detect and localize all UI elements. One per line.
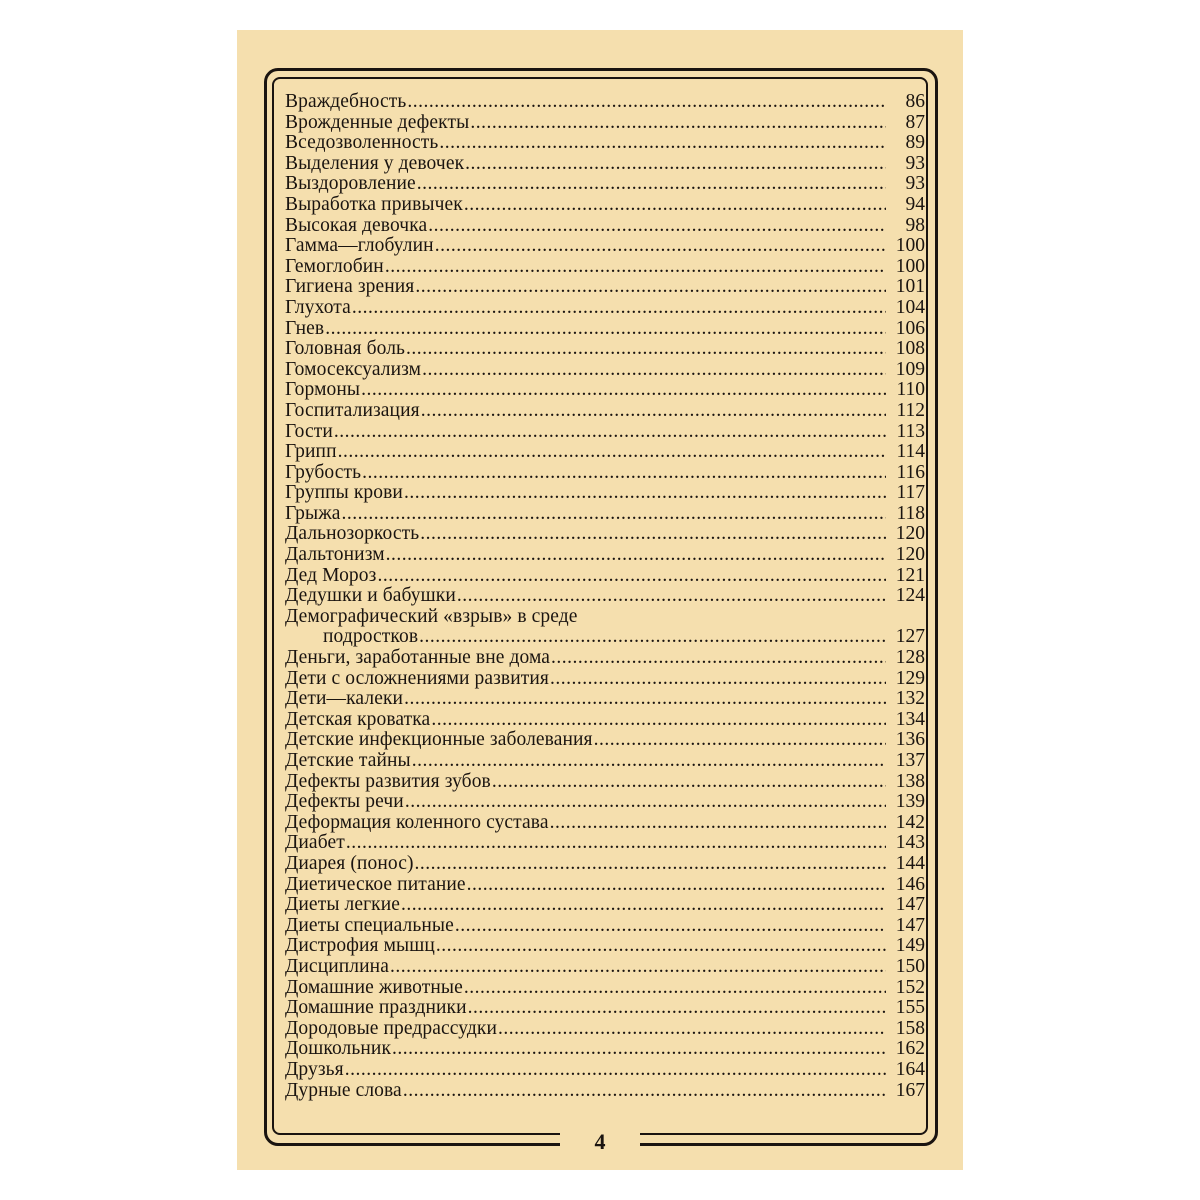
toc-entry-page: 100 <box>895 255 925 277</box>
toc-leader-dots <box>405 792 886 813</box>
toc-leader-dots <box>457 586 886 607</box>
toc-entry[interactable] <box>285 442 925 463</box>
toc-entry-title: Детские тайны <box>285 750 411 771</box>
toc-entry-page: 110 <box>896 379 925 401</box>
toc-entry[interactable] <box>285 792 925 813</box>
toc-entry-title: Диабет <box>285 832 345 854</box>
toc-entry-title: Дистрофия мышц <box>285 935 435 957</box>
toc-leader-dots <box>338 442 886 463</box>
toc-entry-page: 147 <box>895 894 925 916</box>
toc-entry-continuation[interactable] <box>285 627 925 648</box>
toc-entry-title: Дедушки и бабушки <box>285 585 456 607</box>
toc-entry[interactable] <box>285 895 925 916</box>
toc-entry[interactable] <box>285 751 925 772</box>
toc-entry[interactable] <box>285 401 925 422</box>
toc-entry[interactable] <box>285 772 925 793</box>
table-of-contents <box>285 92 925 1101</box>
toc-entry[interactable] <box>285 916 925 937</box>
toc-leader-dots <box>401 895 886 916</box>
toc-entry[interactable] <box>285 236 925 257</box>
toc-entry-page: 137 <box>895 750 925 771</box>
toc-entry-title: Дурные слова <box>285 1079 402 1101</box>
toc-entry-page: 93 <box>905 152 925 174</box>
toc-entry-page: 120 <box>895 523 925 545</box>
toc-leader-dots <box>464 978 886 999</box>
toc-entry-page: 139 <box>895 791 925 813</box>
toc-entry-page: 109 <box>895 358 925 380</box>
toc-leader-dots <box>422 360 886 381</box>
toc-entry-title: Дородовые предрассудки <box>285 1017 498 1039</box>
toc-leader-dots <box>392 1039 886 1060</box>
toc-entry-title: Друзья <box>285 1058 344 1080</box>
toc-entry-page: 121 <box>895 564 925 586</box>
toc-leader-dots <box>439 133 886 154</box>
toc-leader-dots <box>465 154 886 175</box>
toc-entry[interactable] <box>285 833 925 854</box>
toc-entry-title: Деформация коленного сустава <box>285 811 549 833</box>
toc-entry[interactable] <box>285 566 925 587</box>
toc-entry[interactable] <box>285 586 925 607</box>
toc-entry-page: 147 <box>895 914 925 936</box>
toc-entry[interactable] <box>285 875 925 896</box>
toc-leader-dots <box>464 195 886 216</box>
toc-leader-dots <box>377 566 886 587</box>
toc-entry-page: 149 <box>895 935 925 957</box>
toc-entry[interactable] <box>285 257 925 278</box>
toc-entry[interactable] <box>285 1081 925 1102</box>
toc-entry-title: Гигиена зрения <box>285 276 415 298</box>
toc-entry[interactable] <box>285 978 925 999</box>
toc-entry[interactable] <box>285 730 925 751</box>
page-number: 4 <box>560 1125 640 1159</box>
toc-entry-page: 124 <box>895 585 925 607</box>
toc-entry-title: Выработка привычек <box>285 193 463 215</box>
toc-entry[interactable] <box>285 216 925 237</box>
toc-entry-title: Гомосексуализм <box>285 358 422 380</box>
toc-entry-title: Врожденные дефекты <box>285 111 470 133</box>
toc-entry-page: 120 <box>895 544 925 566</box>
toc-entry[interactable] <box>285 504 925 525</box>
toc-entry-title: подростков <box>323 626 419 648</box>
toc-entry[interactable] <box>285 154 925 175</box>
toc-entry-page: 150 <box>895 955 925 977</box>
toc-entry-title: Дисциплина <box>285 955 389 977</box>
toc-entry-page: 134 <box>895 708 925 730</box>
toc-entry[interactable] <box>285 277 925 298</box>
toc-entry-page: 129 <box>895 667 925 689</box>
toc-entry-title: Дальтонизм <box>285 544 385 566</box>
toc-entry-title: Деньги, заработанные вне дома <box>285 647 551 669</box>
toc-leader-dots <box>492 772 886 793</box>
toc-entry-title: Дед Мороз <box>285 564 377 586</box>
toc-entry-page: 117 <box>896 482 925 504</box>
toc-leader-dots <box>407 92 886 113</box>
toc-entry-page: 143 <box>895 832 925 854</box>
toc-entry-page: 162 <box>895 1038 925 1060</box>
toc-leader-dots <box>352 298 886 319</box>
toc-entry-title: Грыжа <box>285 502 341 524</box>
toc-entry[interactable] <box>285 998 925 1019</box>
toc-leader-dots <box>428 216 886 237</box>
toc-entry-page: 113 <box>896 420 925 442</box>
toc-entry[interactable] <box>285 195 925 216</box>
toc-entry-title: Гамма—глобулин <box>285 235 434 257</box>
toc-entry-page: 116 <box>896 461 925 483</box>
toc-leader-dots <box>468 998 886 1019</box>
toc-leader-dots <box>346 833 886 854</box>
toc-entry-page: 112 <box>896 399 925 421</box>
toc-leader-dots <box>404 689 886 710</box>
toc-leader-dots <box>470 113 886 134</box>
toc-entry[interactable] <box>285 339 925 360</box>
toc-entry-title: Грубость <box>285 461 362 483</box>
toc-entry-title: Госпитализация <box>285 399 420 421</box>
toc-entry[interactable] <box>285 483 925 504</box>
toc-entry-page: 158 <box>895 1017 925 1039</box>
toc-entry[interactable] <box>285 1060 925 1081</box>
toc-entry-page: 98 <box>905 214 925 236</box>
toc-entry-title: Выздоровление <box>285 173 416 195</box>
toc-entry-page: 101 <box>895 276 925 298</box>
toc-leader-dots <box>455 916 886 937</box>
toc-leader-dots <box>361 380 886 401</box>
toc-leader-dots <box>406 339 886 360</box>
toc-entry[interactable] <box>285 957 925 978</box>
toc-entry-page: 144 <box>895 852 925 874</box>
toc-entry[interactable] <box>285 669 925 690</box>
toc-entry-page: 146 <box>895 873 925 895</box>
toc-entry-title: Головная боль <box>285 338 406 360</box>
toc-entry-title: Гемоглобин <box>285 255 384 277</box>
toc-entry[interactable] <box>285 174 925 195</box>
toc-leader-dots <box>435 236 886 257</box>
toc-entry-page: 138 <box>895 770 925 792</box>
toc-entry-title: Демографический «взрыв» в среде <box>285 605 578 627</box>
toc-entry-title: Грипп <box>285 441 337 463</box>
toc-entry[interactable] <box>285 380 925 401</box>
toc-entry-page: 87 <box>905 111 925 133</box>
toc-leader-dots <box>386 545 886 566</box>
toc-leader-dots <box>345 1060 886 1081</box>
toc-entry-title: Диарея (понос) <box>285 852 414 874</box>
toc-entry[interactable] <box>285 1019 925 1040</box>
toc-leader-dots <box>551 648 886 669</box>
toc-leader-dots <box>390 957 886 978</box>
toc-leader-dots <box>550 669 886 690</box>
toc-entry-title: Вседозволенность <box>285 132 439 154</box>
toc-entry-page: 93 <box>905 173 925 195</box>
toc-entry-page: 108 <box>895 338 925 360</box>
toc-leader-dots <box>404 483 886 504</box>
toc-entry[interactable] <box>285 524 925 545</box>
toc-leader-dots <box>419 627 886 648</box>
toc-entry[interactable] <box>285 607 925 628</box>
toc-leader-dots <box>420 524 886 545</box>
toc-leader-dots <box>403 1081 886 1102</box>
toc-entry-title: Дефекты развития зубов <box>285 770 491 792</box>
toc-entry[interactable] <box>285 648 925 669</box>
toc-entry[interactable] <box>285 689 925 710</box>
toc-leader-dots <box>550 813 886 834</box>
toc-leader-dots <box>385 257 886 278</box>
toc-entry-title: Дефекты речи <box>285 791 404 813</box>
toc-entry-title: Диеты специальные <box>285 914 454 936</box>
toc-entry[interactable] <box>285 360 925 381</box>
toc-entry[interactable] <box>285 319 925 340</box>
toc-entry[interactable] <box>285 463 925 484</box>
toc-entry-page: 136 <box>895 729 925 751</box>
toc-entry-title: Выделения у девочек <box>285 152 465 174</box>
toc-leader-dots <box>431 710 886 731</box>
toc-entry-title: Гормоны <box>285 379 361 401</box>
toc-leader-dots <box>415 277 886 298</box>
toc-leader-dots <box>334 422 886 443</box>
toc-leader-dots <box>325 319 886 340</box>
toc-entry-page: 114 <box>896 441 925 463</box>
toc-entry-title: Дальнозоркость <box>285 523 420 545</box>
toc-entry-page: 164 <box>895 1058 925 1080</box>
toc-entry[interactable] <box>285 854 925 875</box>
toc-entry-title: Детские инфекционные заболевания <box>285 729 593 751</box>
toc-leader-dots <box>421 401 886 422</box>
toc-leader-dots <box>412 751 886 772</box>
toc-entry-page: 94 <box>905 193 925 215</box>
toc-leader-dots <box>417 174 886 195</box>
toc-entry[interactable] <box>285 92 925 113</box>
toc-entry-page: 155 <box>895 997 925 1019</box>
toc-entry-title: Детская кроватка <box>285 708 431 730</box>
toc-entry-page: 142 <box>895 811 925 833</box>
toc-entry-title: Гости <box>285 420 333 442</box>
toc-entry-title: Глухота <box>285 296 351 318</box>
toc-entry-title: Группы крови <box>285 482 403 504</box>
toc-entry-title: Домашние животные <box>285 976 463 998</box>
toc-entry[interactable] <box>285 1039 925 1060</box>
toc-entry[interactable] <box>285 113 925 134</box>
toc-entry-title: Враждебность <box>285 91 407 112</box>
toc-entry-page: 118 <box>896 502 925 524</box>
toc-leader-dots <box>467 875 886 896</box>
toc-entry[interactable] <box>285 545 925 566</box>
toc-entry-title: Высокая девочка <box>285 214 428 236</box>
toc-entry-page: 86 <box>905 91 925 112</box>
toc-entry-title: Дошкольник <box>285 1038 392 1060</box>
toc-entry-title: Диеты легкие <box>285 894 401 916</box>
toc-entry[interactable] <box>285 813 925 834</box>
toc-entry-page: 104 <box>895 296 925 318</box>
toc-leader-dots <box>342 504 886 525</box>
toc-entry-page: 152 <box>895 976 925 998</box>
toc-entry[interactable] <box>285 936 925 957</box>
toc-entry[interactable] <box>285 422 925 443</box>
toc-leader-dots <box>415 854 886 875</box>
toc-entry-page: 132 <box>895 688 925 710</box>
toc-entry-title: Дети—калеки <box>285 688 404 710</box>
toc-entry-page: 167 <box>895 1079 925 1101</box>
toc-leader-dots <box>436 936 886 957</box>
toc-entry-page: 106 <box>895 317 925 339</box>
toc-leader-dots <box>362 463 886 484</box>
toc-entry[interactable] <box>285 710 925 731</box>
toc-entry[interactable] <box>285 298 925 319</box>
toc-entry[interactable] <box>285 133 925 154</box>
toc-leader-dots <box>498 1019 886 1040</box>
toc-entry-page: 127 <box>895 626 925 648</box>
toc-entry-title: Гнев <box>285 317 325 339</box>
toc-entry-title: Дети с осложнениями развития <box>285 667 549 689</box>
toc-entry-title: Диетическое питание <box>285 873 466 895</box>
toc-entry-page: 89 <box>905 132 925 154</box>
toc-entry-title: Домашние праздники <box>285 997 467 1019</box>
toc-entry-page: 128 <box>895 647 925 669</box>
toc-leader-dots <box>594 730 886 751</box>
toc-entry-page: 100 <box>895 235 925 257</box>
